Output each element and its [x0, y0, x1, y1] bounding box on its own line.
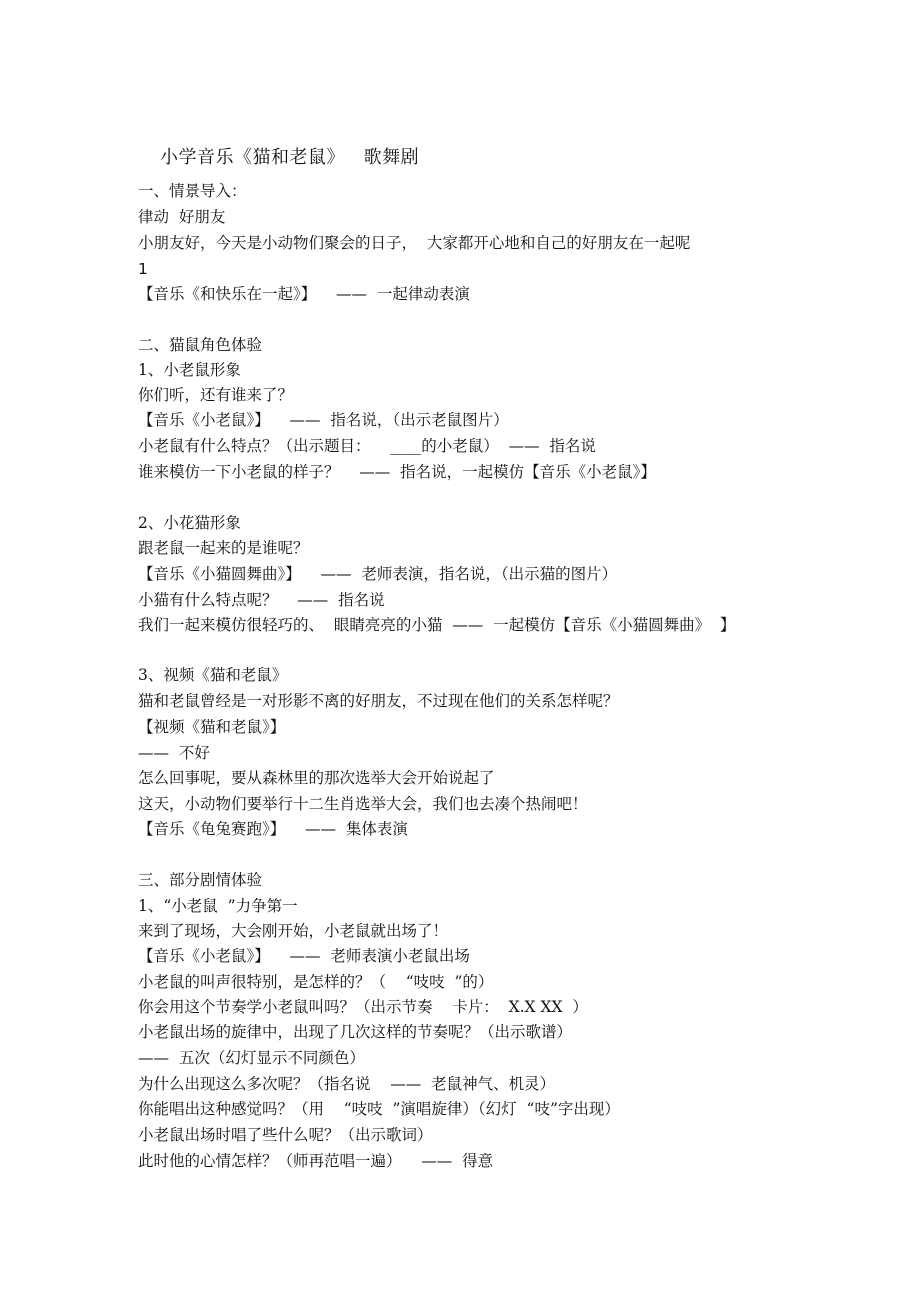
text-line: 猫和老鼠曾经是一对形影不离的好朋友，不过现在他们的关系怎样呢？	[138, 692, 619, 710]
text-line: 【音乐《小老鼠》】 —— 老师表演小老鼠出场	[138, 947, 470, 965]
document-title: 小学音乐《猫和老鼠》 歌舞剧	[160, 147, 420, 168]
section-heading: 一、情景导入：	[138, 182, 247, 200]
section-heading: 二、猫鼠角色体验	[138, 336, 263, 354]
subsection-heading: 1、小老鼠形象	[138, 361, 241, 379]
text-line: 这天，小动物们要举行十二生肖选举大会，我们也去凑个热闹吧！	[138, 795, 588, 813]
subsection-heading: 2、小花猫形象	[138, 514, 241, 532]
text-line: —— 五次（幻灯显示不同颜色）	[138, 1049, 365, 1067]
text-line: 【音乐《和快乐在一起》】 —— 一起律动表演	[138, 285, 470, 303]
text-line: 律动 好朋友	[138, 208, 226, 226]
text-line: 【音乐《小猫圆舞曲》】 —— 老师表演，指名说，（出示猫的图片）	[138, 565, 618, 583]
text-line: 小朋友好，今天是小动物们聚会的日子， 大家都开心地和自己的好朋友在一起呢	[138, 234, 691, 252]
text-line: 小猫有什么特点呢？ —— 指名说	[138, 591, 385, 609]
text-line: 怎么回事呢，要从森林里的那次选举大会开始说起了	[138, 769, 495, 787]
text-line: 小老鼠出场时唱了些什么呢？（出示歌词）	[138, 1126, 433, 1144]
text-line: 你能唱出这种感觉吗？（用 “吱吱 ”演唱旋律）（幻灯 “吱”字出现）	[138, 1100, 620, 1118]
text-line: 此时他的心情怎样？（师再范唱一遍） —— 得意	[138, 1152, 494, 1170]
text-line: 跟老鼠一起来的是谁呢？	[138, 539, 309, 557]
subsection-heading: 1、“小老鼠 ”力争第一	[138, 897, 298, 915]
section-heading: 三、部分剧情体验	[138, 871, 263, 889]
text-line: 小老鼠有什么特点？（出示题目： ____的小老鼠） —— 指名说	[138, 437, 596, 455]
text-line: 【视频《猫和老鼠》】	[138, 718, 286, 736]
text-line: —— 不好	[138, 744, 210, 762]
text-line: 小老鼠的叫声很特别，是怎样的？（ “吱吱 ”的）	[138, 973, 494, 991]
text-line: 小老鼠出场的旋律中，出现了几次这样的节奏呢？（出示歌谱）	[138, 1023, 573, 1041]
text-line: 【音乐《龟兔赛跑》】 —— 集体表演	[138, 820, 408, 838]
text-line: 为什么出现这么多次呢？（指名说 —— 老鼠神气、机灵）	[138, 1075, 556, 1093]
text-line: 你们听，还有谁来了？	[138, 386, 294, 404]
page-number-inline: 1	[138, 260, 148, 278]
subsection-heading: 3、视频《猫和老鼠》	[138, 666, 288, 684]
text-line: 【音乐《小老鼠》】 —— 指名说，（出示老鼠图片）	[138, 411, 509, 429]
text-line: 谁来模仿一下小老鼠的样子？ —— 指名说，一起模仿【音乐《小老鼠》】	[138, 463, 656, 481]
rhythm-card-line: 你会用这个节奏学小老鼠叫吗？（出示节奏 卡片： X.X XX ）	[138, 998, 588, 1016]
text-line: 来到了现场，大会刚开始，小老鼠就出场了！	[138, 922, 449, 940]
text-line: 我们一起来模仿很轻巧的、 眼睛亮亮的小猫 —— 一起模仿【音乐《小猫圆舞曲》 】	[138, 616, 736, 634]
